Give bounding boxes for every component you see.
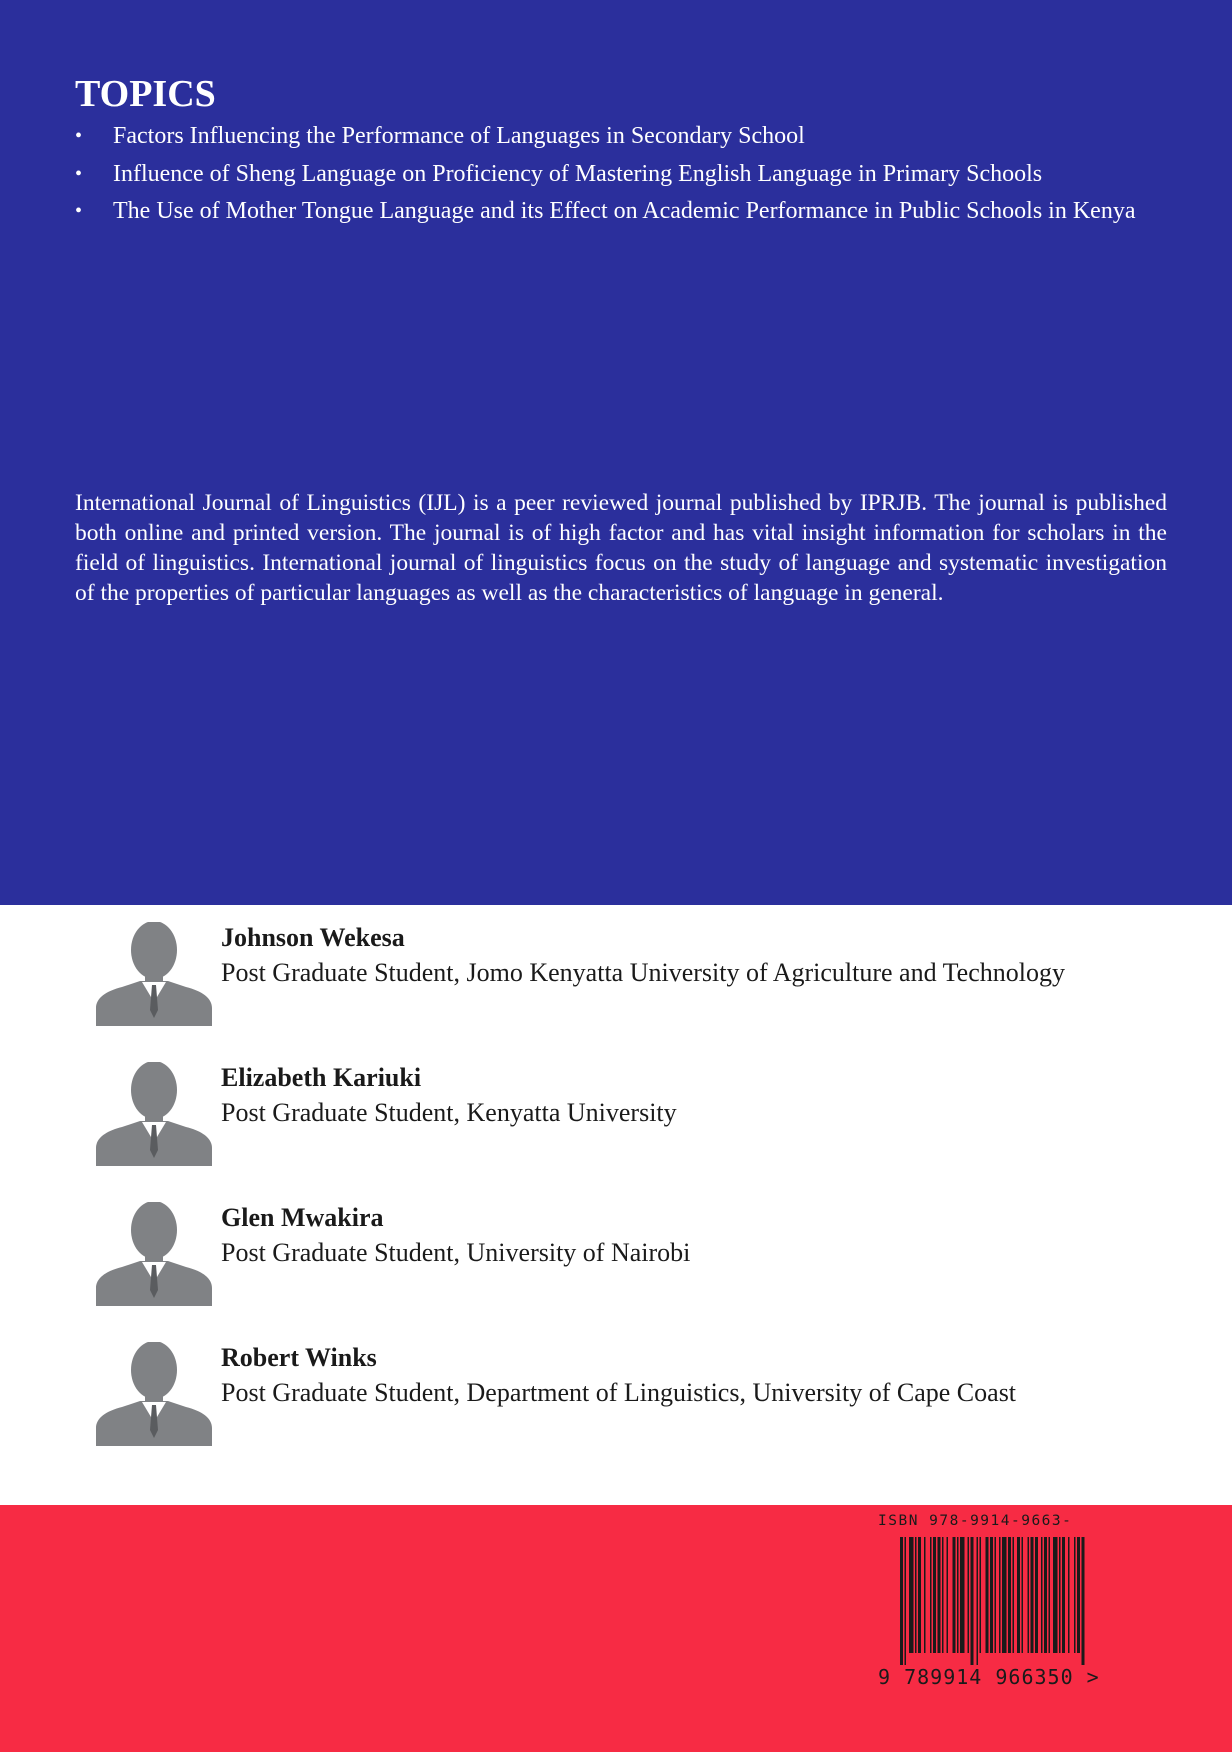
topic-text: Factors Influencing the Performance of Languages in Secondary School (113, 123, 805, 149)
author-entry (96, 1342, 1136, 1482)
isbn-barcode (878, 1513, 1098, 1699)
topic-text: The Use of Mother Tongue Language and its Effect on Academic Performance in Public Schools in Kenya (113, 198, 1136, 224)
topic-item (75, 118, 1175, 156)
person-silhouette-icon (96, 1062, 212, 1166)
topic-item (75, 156, 1175, 194)
isbn-label: ISBN 978-9914-9663- (878, 1513, 1073, 1529)
topics-list (75, 118, 1175, 231)
bullet-icon: • (75, 125, 83, 147)
barcode-bars-icon (900, 1537, 1090, 1665)
author-affiliation: Post Graduate Student, Department of Linguistics, University of Cape Coast (221, 1378, 1017, 1407)
author-entry (96, 922, 1136, 1062)
author-entry (96, 1202, 1136, 1342)
person-silhouette-icon (96, 1342, 212, 1446)
topic-item (75, 193, 1175, 231)
author-affiliation: Post Graduate Student, Kenyatta University (221, 1098, 677, 1127)
bullet-icon: • (75, 200, 83, 222)
author-entry (96, 1062, 1136, 1202)
person-silhouette-icon (96, 1202, 212, 1306)
author-name: Glen Mwakira (221, 1203, 384, 1232)
author-affiliation: Post Graduate Student, Jomo Kenyatta University of Agriculture and Technology (221, 958, 1065, 987)
author-name: Elizabeth Kariuki (221, 1063, 422, 1092)
authors-list (96, 922, 1136, 1482)
topic-text: Influence of Sheng Language on Proficiency of Mastering English Language in Primary Schools (113, 160, 1043, 187)
person-silhouette-icon (96, 922, 212, 1026)
journal-description: International Journal of Linguistics (IJL) is a peer reviewed journal published by IPRJB. The journal is published both online and printed version. The journal is of high factor and has vital insight information for scholars in the field of linguistics. International journal of linguistics focus on the study of language and systematic investigation of the properties of particular languages as well as the characteristics of language in general. (75, 490, 1167, 606)
topics-title: TOPICS (75, 73, 216, 115)
bullet-icon: • (75, 162, 83, 185)
author-name: Johnson Wekesa (221, 923, 405, 952)
author-affiliation: Post Graduate Student, University of Nairobi (221, 1238, 691, 1267)
author-name: Robert Winks (221, 1343, 377, 1372)
barcode-digits: 9 789914 966350 > (878, 1665, 1100, 1689)
